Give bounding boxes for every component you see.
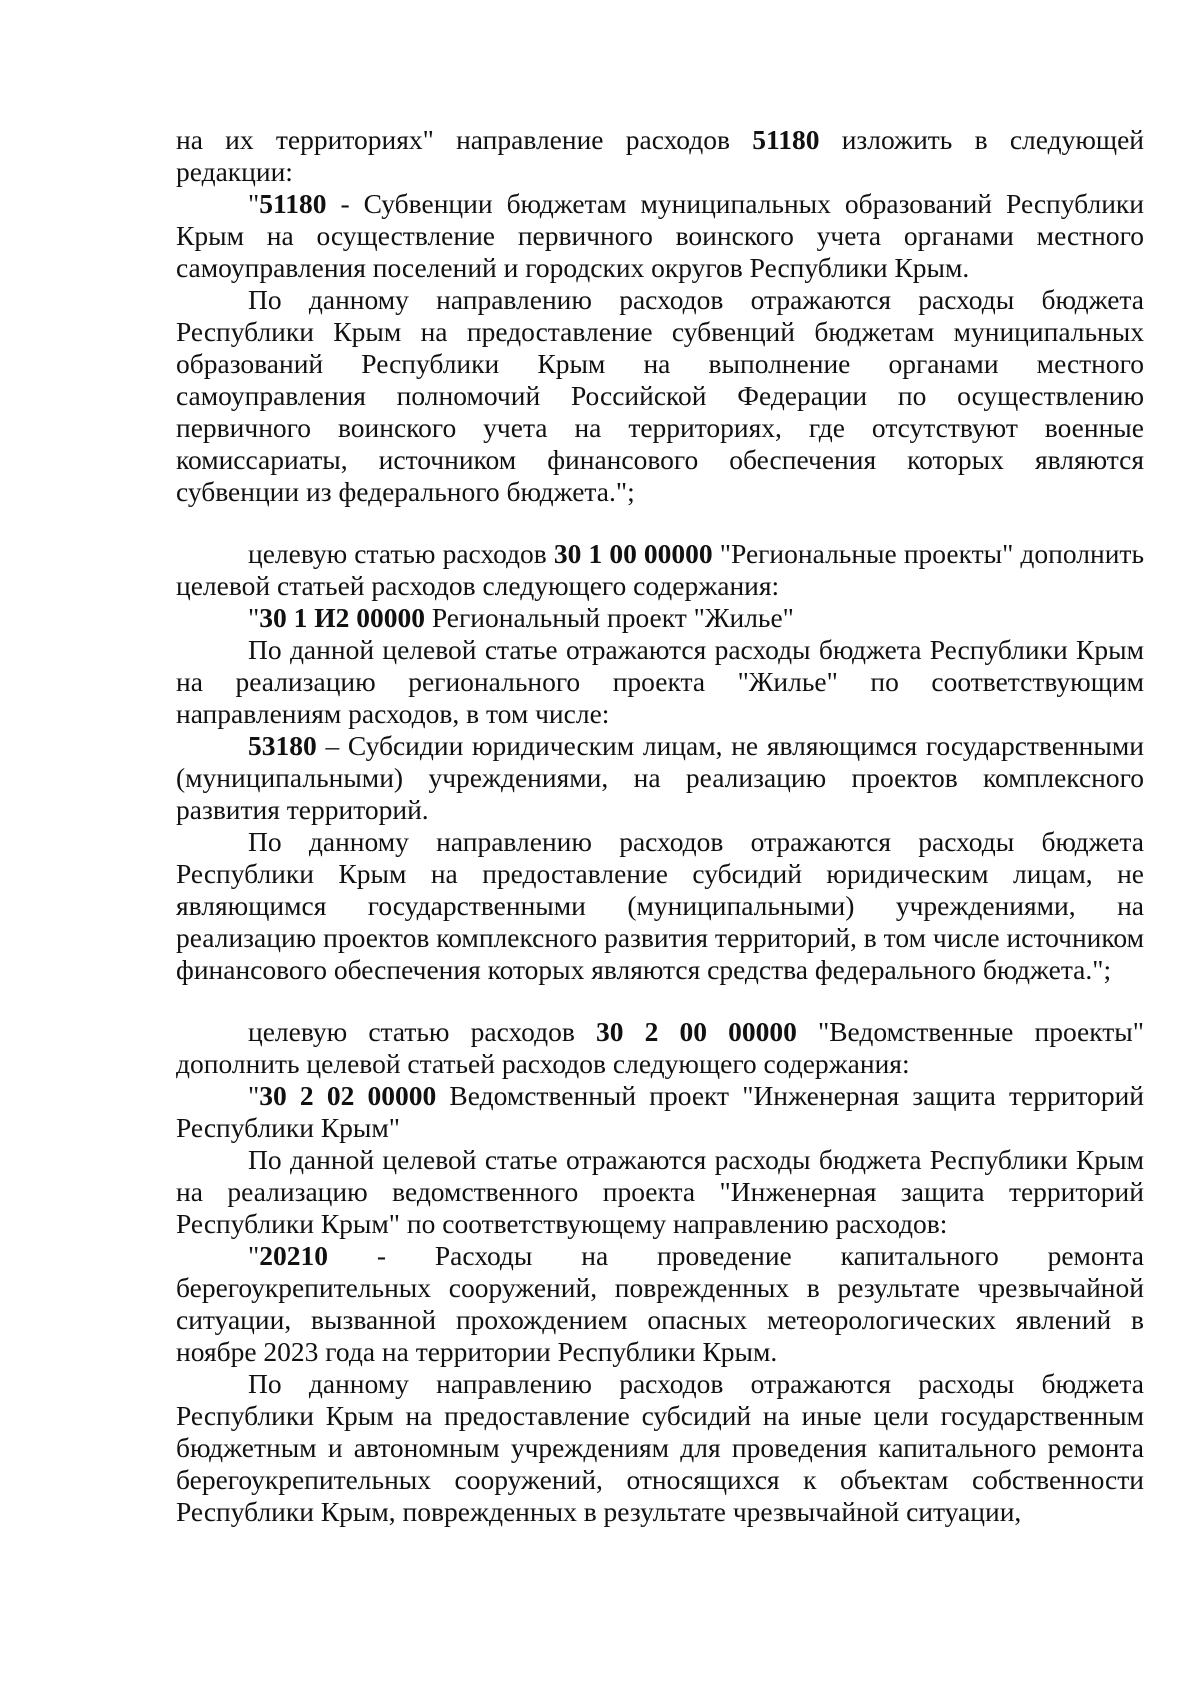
text-run: По данной целевой статье отражаются расходы бюджета Республики Крым на реализацию ведомственного проекта "Инженерная защита территорий Республики Крым" по соответствующему направлению расходов:	[176, 1144, 1144, 1239]
text-run: целевую статью расходов	[248, 538, 554, 569]
paragraph-spacer	[176, 508, 1144, 538]
paragraph	[176, 1144, 1144, 1240]
paragraph	[176, 188, 1144, 284]
paragraph	[176, 634, 1144, 730]
paragraph	[176, 284, 1144, 508]
bold-code: 51180	[259, 188, 327, 219]
paragraph	[176, 826, 1144, 986]
bold-code: 20210	[259, 1240, 328, 1271]
document-body	[176, 124, 1144, 1528]
text-run: "	[248, 1080, 260, 1111]
paragraph	[176, 1368, 1144, 1528]
text-run: - Расходы на проведение капитального ремонта берегоукрепительных сооружений, поврежденных в результате чрезвычайной ситуации, вызванной прохождением опасных метеорологических явлений в ноябре 2023 года на территории Республики Крым.	[176, 1240, 1144, 1367]
text-run: "Региональные проекты" дополнить целевой статьей расходов следующего содержания:	[176, 538, 1144, 601]
text-run: По данному направлению расходов отражаются расходы бюджета Республики Крым на предоставление субсидий юридическим лицам, не являющимся государственными (муниципальными) учреждениями, на реализацию проектов комплексного развития территорий, в том числе источником финансового обеспечения которых являются средства федерального бюджета.";	[176, 826, 1144, 985]
paragraph	[176, 124, 1144, 188]
text-run: "	[248, 1240, 260, 1271]
text-run: "	[248, 602, 260, 633]
bold-code: 30 2 02 00000	[259, 1080, 437, 1111]
paragraph	[176, 1240, 1144, 1368]
bold-code: 30 2 00 00000	[595, 1016, 797, 1047]
text-run: По данному направлению расходов отражаются расходы бюджета Республики Крым на предоставление субсидий на иные цели государственным бюджетным и автономным учреждениям для проведения капитального ремонта берегоукрепительных сооружений, относящихся к объектам собственности Республики Крым, поврежденных в результате чрезвычайной ситуации,	[176, 1368, 1144, 1527]
paragraph	[176, 602, 1144, 634]
text-run: целевую статью расходов	[248, 1016, 596, 1047]
text-run: По данной целевой статье отражаются расходы бюджета Республики Крым на реализацию регионального проекта "Жилье" по соответствующим направлениям расходов, в том числе:	[176, 634, 1144, 729]
paragraph	[176, 538, 1144, 602]
paragraph	[176, 1080, 1144, 1144]
text-run: - Субвенции бюджетам муниципальных образований Республики Крым на осуществление первичного воинского учета органами местного самоуправления поселений и городских округов Республики Крым.	[176, 188, 1144, 283]
bold-code: 51180	[752, 124, 820, 155]
text-run: Ведомственный проект "Инженерная защита территорий Республики Крым"	[176, 1080, 1144, 1143]
text-run: "	[248, 188, 260, 219]
paragraph	[176, 1016, 1144, 1080]
paragraph-spacer	[176, 986, 1144, 1016]
text-run: на их территориях" направление расходов	[176, 124, 753, 155]
bold-code: 30 1 00 00000	[553, 538, 713, 569]
text-run: – Субсидии юридическим лицам, не являющимся государственными (муниципальными) учреждениями, на реализацию проектов комплексного развития территорий.	[176, 730, 1144, 825]
bold-code: 53180	[248, 730, 317, 761]
text-run: "Ведомственные проекты" дополнить целевой статьей расходов следующего содержания:	[176, 1016, 1144, 1079]
text-run: По данному направлению расходов отражаются расходы бюджета Республики Крым на предоставление субвенций бюджетам муниципальных образований Республики Крым на выполнение органами местного самоуправления полномочий Российской Федерации по осуществлению первичного воинского учета на территориях, где отсутствуют военные комиссариаты, источником финансового обеспечения которых являются субвенции из федерального бюджета.";	[176, 284, 1144, 507]
bold-code: 30 1 И2 00000	[259, 602, 425, 633]
text-run: изложить в следующей редакции:	[176, 124, 1145, 187]
paragraph	[176, 730, 1144, 826]
text-run: Региональный проект "Жилье"	[425, 602, 794, 633]
